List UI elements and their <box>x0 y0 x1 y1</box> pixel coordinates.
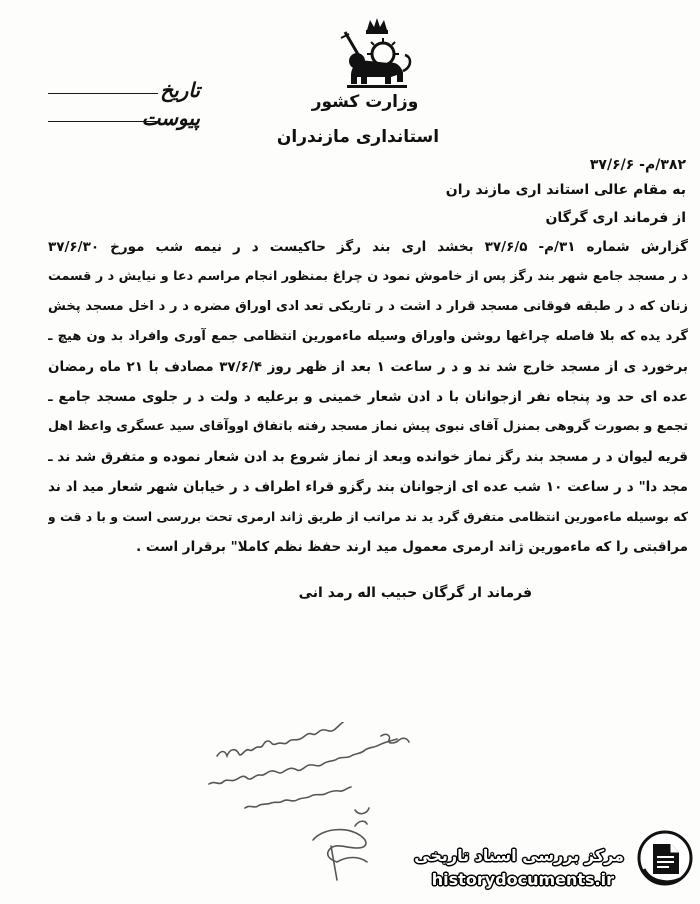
governorate-title: استانداری مازندران <box>276 127 440 147</box>
body-line: قریه لیوان د ر مسجد بند رگز نماز خوانده وبعد از نماز شروع بد ادن شعار نموده و متفرق شد ند ـ <box>48 449 688 465</box>
reference-number: ۳۸۲/م- ۳۷/۶/۶ <box>589 157 686 173</box>
body-line: عده ای حد ود پنجاه نفر ازجوانان با د ادن شعار خمینی و برعلیه د ولت د ر جلوی مسجد جامع ـ <box>48 389 688 405</box>
watermark-name: مرکز بررسی اسناد تاریخی <box>414 846 624 865</box>
body-line: که بوسیله ماءمورین انتظامی متفرق گرد ید ند مراتب از طریق ژاند ارمری تحت بررسی است و با د قت و <box>48 509 688 524</box>
sender-line: از فرماند اری گرگان <box>545 210 686 226</box>
body-line: تجمع و بصورت گروهی بمنزل آقای نبوی پیش نماز مسجد رفته باتفاق اووآقای سید عسگری واعظ اهل <box>48 419 688 434</box>
watermark-website: historydocuments.ir <box>431 870 614 889</box>
body-line: مجد دا" د ر ساعت ۱۰ شب عده ای ازجوانان بند رگزو قراء اطراف د ر خیابان شهر شعار مید اد ند <box>48 479 688 495</box>
handwritten-notes <box>205 722 437 892</box>
body-line: گزارش شماره ۳۱/م- ۳۷/۶/۵ بخشد اری بند رگز حاکیست د ر نیمه شب مورخ ۳۷/۶/۳۰ <box>48 239 688 255</box>
body-line-last: مراقبتی را که ماءمورین ژاند ارمری معمول مید ارند حفظ نظم کاملا" برقرار است . <box>136 539 688 555</box>
body-line: زنان که د ر طبقه فوقانی مسجد قرار د اشت د ر تاریکی تعد ادی اوراق مضره د ر د اخل مسجد پخش <box>48 299 688 314</box>
body-line: گرد یده که بلا فاصله چراغها روشن واوراق وسیله ماءمورین انتظامی جمع آوری وافراد بد ون هیچ ـ <box>48 329 688 344</box>
attachment-field-line <box>48 121 160 122</box>
date-label: تاریخ <box>160 78 200 102</box>
recipient-line: به مقام عالی استاند اری مازند ران <box>445 182 686 198</box>
archive-document-icon <box>636 829 694 887</box>
body-line: د ر مسجد جامع شهر بند رگز پس از خاموش نمود ن چراغ بمنظور انجام مراسم دعا و نیایش د ر قسمت <box>48 269 688 284</box>
lion-and-sun-emblem <box>337 16 417 90</box>
attachment-label: پیوست <box>141 106 200 130</box>
signature-line: فرماند ار گرگان حبیب اله رمد انی <box>298 585 532 601</box>
body-line: برخورد ی از مسجد خارج شد ند و د ر ساعت ۱ بعد از ظهر روز ۳۷/۶/۴ مصادف با ۲۱ ماه رمضان <box>48 359 688 375</box>
date-field-line <box>48 93 158 94</box>
ministry-title: وزارت کشور <box>311 92 419 112</box>
